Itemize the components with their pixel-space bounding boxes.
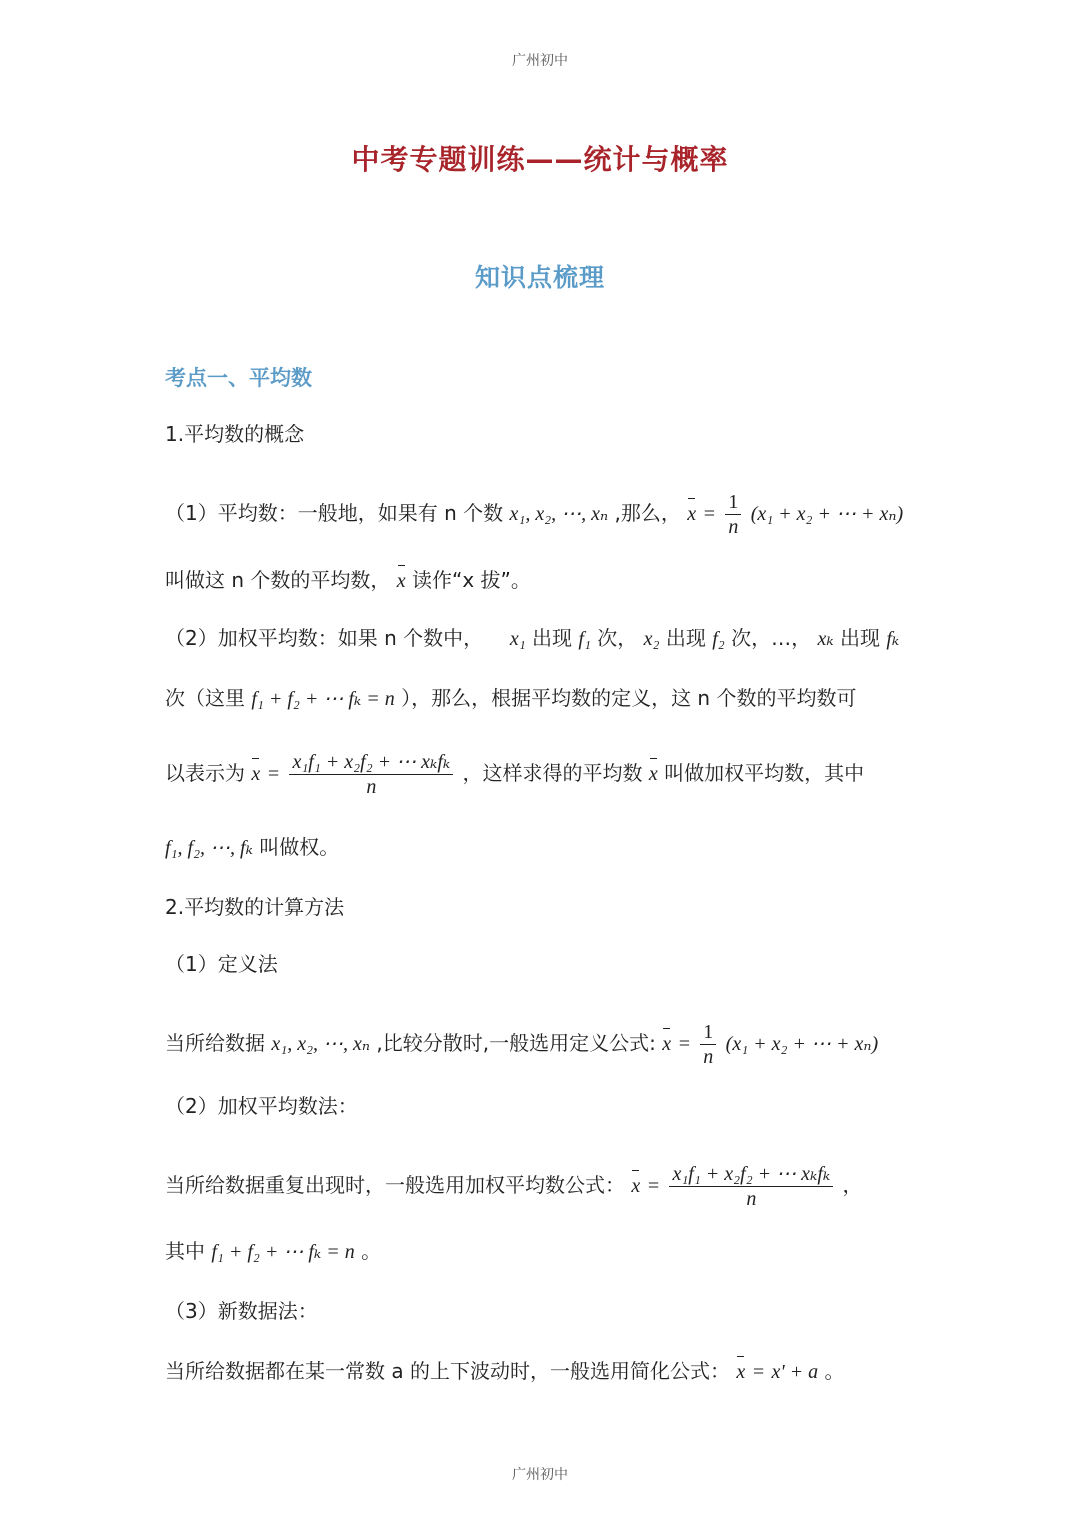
formula-sequence: x₁, x₂, ⋯, xₙ — [271, 1033, 371, 1055]
formula-xbar: x — [662, 1029, 671, 1059]
formula-xbar: x — [251, 759, 260, 789]
text: ,比较分散时,一般选用定义公式: — [376, 1031, 656, 1055]
formula-f2: f₂ — [712, 628, 725, 650]
text: 。 — [361, 1239, 382, 1263]
weighted-mean-line-1 — [165, 623, 899, 654]
fraction-denominator: n — [728, 516, 739, 538]
formula-sum: (x₁ + x₂ + ⋯ + xₙ) — [750, 503, 904, 525]
method-definition-heading: （1）定义法 — [165, 952, 278, 976]
page-footer: 广州初中 — [512, 1467, 568, 1483]
text: 其中 — [165, 1239, 205, 1263]
text: 。 — [824, 1359, 845, 1383]
fraction-denominator: n — [703, 1046, 714, 1068]
text: 当所给数据 — [165, 1031, 265, 1055]
formula-xbar: x — [631, 1171, 640, 1201]
method-weighted-heading: （2）加权平均数法： — [165, 1094, 358, 1118]
formula-x2: x₂ — [643, 628, 660, 650]
text: 以表示为 — [165, 761, 245, 785]
formula-sequence: x₁, x₂, ⋯, xₙ — [509, 503, 609, 525]
formula-weighted-fraction — [289, 750, 453, 799]
text: 出现 — [665, 626, 706, 650]
text: 出现 — [839, 626, 880, 650]
text: 当所给数据重复出现时，一般选用加权平均数公式： — [165, 1173, 625, 1197]
new-data-method-line — [165, 1356, 844, 1387]
formula-equals: = — [677, 1033, 691, 1055]
formula-xbar: x — [687, 499, 696, 529]
formula-xbar: x — [397, 566, 406, 596]
text: 读作“x 拔”。 — [412, 568, 531, 592]
weighted-method-line — [165, 1162, 863, 1211]
formula-f1: f₁ — [578, 628, 591, 650]
fraction-numerator: 1 — [700, 1020, 716, 1045]
text: 叫做这 n 个数的平均数， — [165, 568, 391, 592]
fraction-numerator: 1 — [725, 490, 741, 515]
heading-calc-methods: 2.平均数的计算方法 — [165, 895, 345, 919]
formula-xbar: x — [736, 1357, 745, 1387]
formula-xbar: x — [649, 759, 658, 789]
formula-fk: fₖ — [886, 628, 900, 650]
mean-reading-line — [165, 565, 531, 596]
formula-weighted-fraction — [669, 1162, 833, 1211]
fraction-denominator: n — [366, 776, 377, 798]
heading-mean-concept: 1.平均数的概念 — [165, 422, 305, 446]
weighted-mean-line-3 — [165, 750, 864, 799]
weights-line — [165, 832, 339, 863]
document-title: 中考专题训练——统计与概率 — [351, 143, 729, 176]
text: （2）加权平均数：如果 n 个数中， — [165, 626, 484, 650]
text: ,那么， — [614, 501, 681, 525]
text: 当所给数据都在某一常数 a 的上下波动时，一般选用简化公式： — [165, 1359, 730, 1383]
text: 叫做权。 — [259, 835, 340, 859]
text: 次， — [597, 626, 638, 650]
formula-simplified: x' + a — [771, 1361, 819, 1383]
text: ， — [842, 1173, 863, 1197]
text: 次（这里 — [165, 686, 245, 710]
formula-xk: xₖ — [817, 628, 834, 650]
formula-equals: = — [266, 763, 281, 785]
formula-x1: x₁ — [509, 628, 526, 650]
formula-fraction — [725, 490, 741, 539]
weights-sum-line — [165, 1236, 381, 1267]
text: 叫做加权平均数，其中 — [664, 761, 865, 785]
formula-f-seq: f₁, f₂, ⋯, fₖ — [165, 837, 253, 859]
formula-equals: = — [646, 1175, 661, 1197]
fraction-denominator: n — [746, 1188, 757, 1210]
text: ），那么，根据平均数的定义，这 n 个数的平均数可 — [401, 686, 857, 710]
text: 次，…， — [731, 626, 812, 650]
page-header: 广州初中 — [512, 53, 568, 69]
formula-fraction — [700, 1020, 716, 1069]
subsection-heading: 考点一、平均数 — [165, 366, 312, 390]
section-title: 知识点梳理 — [474, 263, 605, 292]
text: （1）平均数：一般地，如果有 n 个数 — [165, 501, 504, 525]
fraction-numerator: x₁f₁ + x₂f₂ + ⋯ xₖfₖ — [289, 750, 453, 775]
definition-method-line — [165, 1020, 878, 1069]
text: 出现 — [532, 626, 573, 650]
formula-equals: = — [751, 1361, 766, 1383]
mean-definition-line — [165, 490, 903, 539]
weighted-mean-line-2 — [165, 683, 856, 714]
formula-sum: (x₁ + x₂ + ⋯ + xₙ) — [725, 1033, 879, 1055]
formula-equals: = — [702, 503, 716, 525]
formula-f-sum: f₁ + f₂ + ⋯ fₖ = n — [251, 688, 395, 710]
method-new-data-heading: （3）新数据法： — [165, 1299, 318, 1323]
fraction-numerator: x₁f₁ + x₂f₂ + ⋯ xₖfₖ — [669, 1162, 833, 1187]
formula-f-sum: f₁ + f₂ + ⋯ fₖ = n — [211, 1241, 355, 1263]
text: ，这样求得的平均数 — [462, 761, 643, 785]
